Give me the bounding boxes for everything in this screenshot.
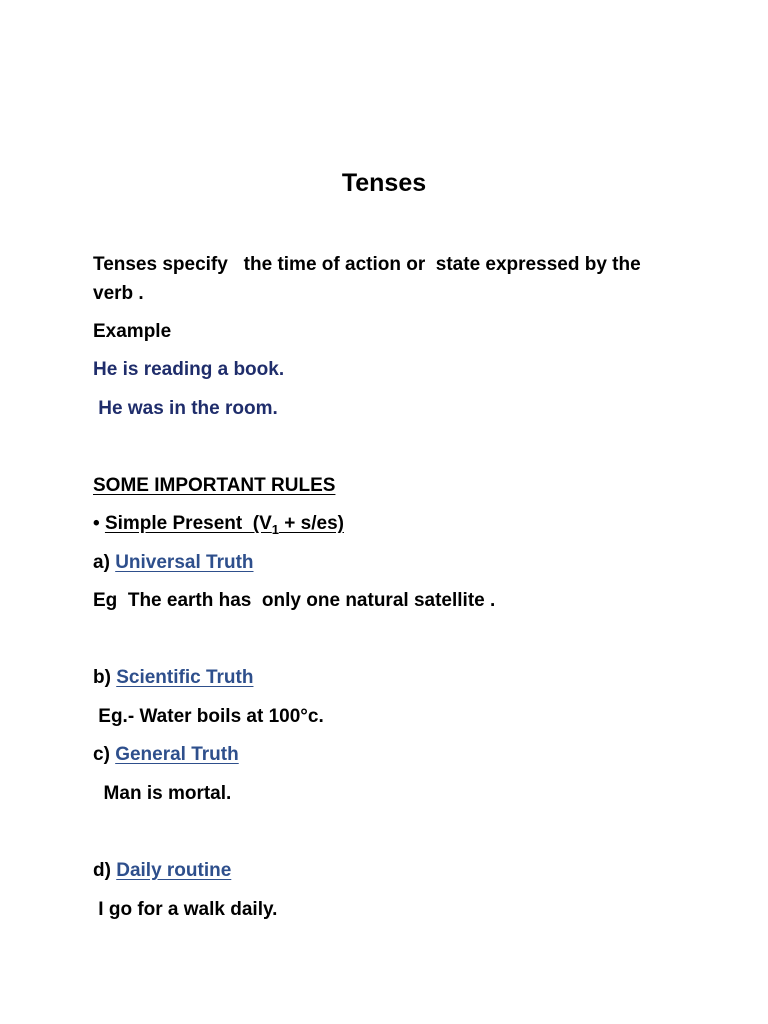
- simple-present-heading: [93, 512, 344, 542]
- rule-c-link[interactable]: General Truth: [115, 744, 239, 765]
- rule-c-marker: c): [93, 744, 116, 765]
- simple-present-prefix: Simple Present (V: [104, 513, 272, 534]
- rule-b-example: Eg.- Water boils at 100°c.: [93, 706, 324, 727]
- definition-line-1: Tenses specify the time of action or state expressed by the: [93, 254, 641, 275]
- definition-line-2: verb .: [93, 283, 144, 304]
- page-title: Tenses: [341, 169, 427, 197]
- rule-d: [93, 859, 231, 883]
- simple-present-suffix: + s/es): [279, 513, 344, 534]
- rule-d-example: I go for a walk daily.: [93, 899, 278, 920]
- simple-present-subscript: 1: [271, 521, 280, 537]
- rule-c: [93, 743, 239, 767]
- bullet-glyph: •: [93, 513, 105, 534]
- rule-d-marker: d): [93, 860, 117, 881]
- example-sentence-2: He was in the room.: [93, 398, 278, 419]
- rule-c-example: Man is mortal.: [93, 783, 232, 804]
- rule-a-link[interactable]: Universal Truth: [115, 552, 254, 573]
- rule-b-marker: b): [93, 667, 117, 688]
- rule-a-example: Eg The earth has only one natural satellite .: [93, 590, 496, 611]
- rule-a-marker: a): [93, 552, 116, 573]
- example-sentence-1: He is reading a book.: [93, 359, 285, 380]
- rules-heading: SOME IMPORTANT RULES: [93, 475, 336, 496]
- example-label: Example: [93, 321, 172, 342]
- simple-present-label: [104, 513, 344, 537]
- rule-d-link[interactable]: Daily routine: [116, 860, 232, 881]
- rule-b: [93, 666, 253, 690]
- rule-b-link[interactable]: Scientific Truth: [116, 667, 254, 688]
- rule-a: [93, 551, 254, 575]
